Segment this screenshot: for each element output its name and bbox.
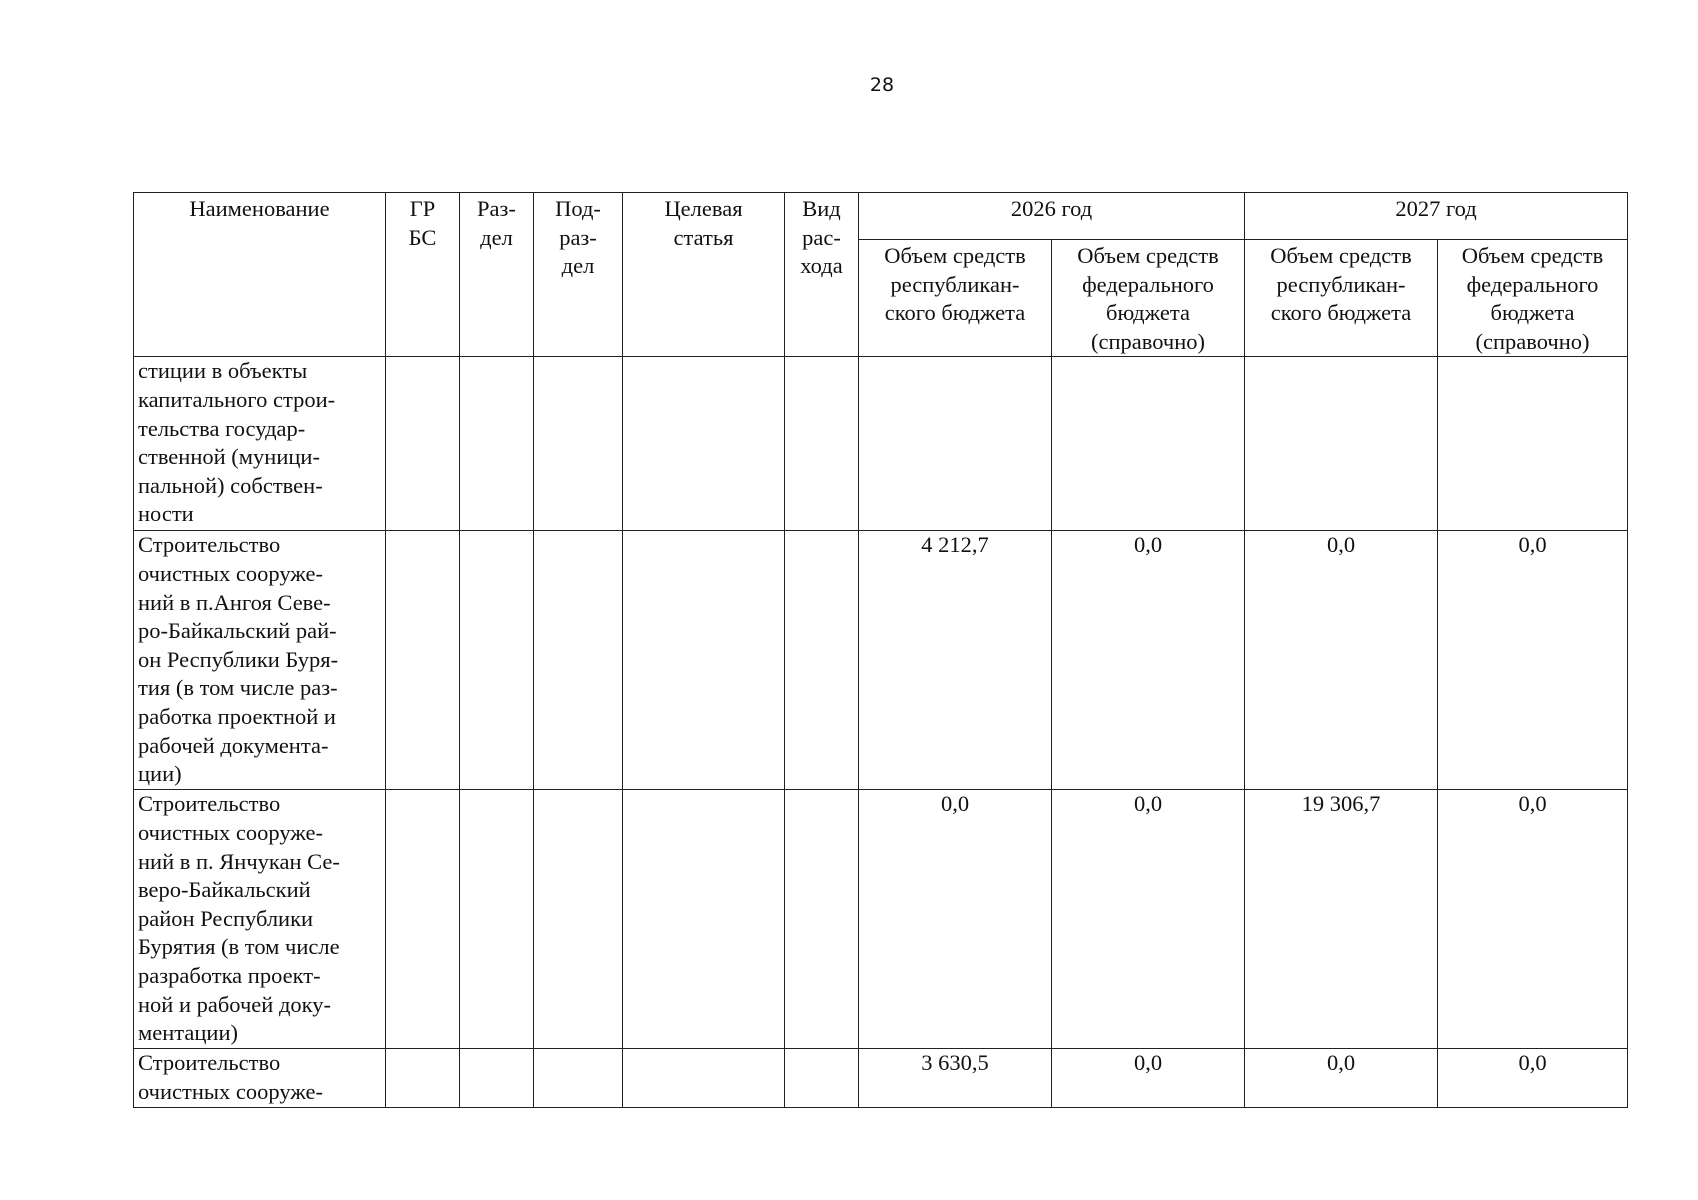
cell-celevaya xyxy=(623,790,785,1049)
row-name: Строительство очистных сооруже- xyxy=(134,1049,386,1107)
cell-rep-2027: 0,0 xyxy=(1245,1049,1438,1107)
budget-table xyxy=(133,192,1628,1108)
cell-fed-2026 xyxy=(1052,357,1245,531)
page-number: 28 xyxy=(869,74,895,96)
col-header-razdel: Раз- дел xyxy=(460,193,534,357)
col-header-year-2026: 2026 год xyxy=(859,193,1245,240)
cell-celevaya xyxy=(623,1049,785,1107)
cell-razdel xyxy=(460,357,534,531)
cell-razdel xyxy=(460,790,534,1049)
cell-rep-2026 xyxy=(859,357,1052,531)
table-row xyxy=(134,1049,1628,1107)
cell-vid xyxy=(785,1049,859,1107)
table-row xyxy=(134,531,1628,790)
cell-rep-2026: 0,0 xyxy=(859,790,1052,1049)
cell-fed-2026: 0,0 xyxy=(1052,1049,1245,1107)
cell-fed-2027 xyxy=(1438,357,1628,531)
cell-fed-2027: 0,0 xyxy=(1438,1049,1628,1107)
row-name: Строительство очистных сооруже- ний в п. Янчукан Се- веро-Байкальский район Республики Бурятия (в том числе разработка проект- ной и рабочей доку- ментации) xyxy=(134,790,386,1049)
cell-vid xyxy=(785,357,859,531)
cell-podrazdel xyxy=(534,531,623,790)
cell-rep-2026: 4 212,7 xyxy=(859,531,1052,790)
col-header-celevaya-statya: Целевая статья xyxy=(623,193,785,357)
cell-fed-2027: 0,0 xyxy=(1438,790,1628,1049)
cell-fed-2026: 0,0 xyxy=(1052,531,1245,790)
cell-grbs xyxy=(386,790,460,1049)
cell-podrazdel xyxy=(534,357,623,531)
cell-grbs xyxy=(386,531,460,790)
cell-fed-2026: 0,0 xyxy=(1052,790,1245,1049)
col-header-fed-budget-2026: Объем средств федерального бюджета (справочно) xyxy=(1052,240,1245,357)
cell-grbs xyxy=(386,1049,460,1107)
cell-celevaya xyxy=(623,357,785,531)
cell-vid xyxy=(785,790,859,1049)
table-row xyxy=(134,790,1628,1049)
col-header-vid-rashoda: Вид рас- хода xyxy=(785,193,859,357)
col-header-podrazdel: Под- раз- дел xyxy=(534,193,623,357)
col-header-name: Наименование xyxy=(134,193,386,357)
col-header-rep-budget-2027: Объем средств республикан- ского бюджета xyxy=(1245,240,1438,357)
cell-fed-2027: 0,0 xyxy=(1438,531,1628,790)
cell-razdel xyxy=(460,531,534,790)
col-header-fed-budget-2027: Объем средств федерального бюджета (справочно) xyxy=(1438,240,1628,357)
row-name: Строительство очистных сооруже- ний в п.Ангоя Севе- ро-Байкальский рай- он Республики Буря- тия (в том числе раз- работка проектной и рабочей документа- ции) xyxy=(134,531,386,790)
row-name: стиции в объекты капитального строи- тельства государ- ственной (муници- пальной) собствен- ности xyxy=(134,357,386,531)
cell-rep-2027: 0,0 xyxy=(1245,531,1438,790)
cell-celevaya xyxy=(623,531,785,790)
cell-podrazdel xyxy=(534,1049,623,1107)
cell-rep-2026: 3 630,5 xyxy=(859,1049,1052,1107)
cell-vid xyxy=(785,531,859,790)
cell-razdel xyxy=(460,1049,534,1107)
col-header-year-2027: 2027 год xyxy=(1245,193,1628,240)
table-row xyxy=(134,357,1628,531)
cell-podrazdel xyxy=(534,790,623,1049)
col-header-grbs: ГР БС xyxy=(386,193,460,357)
cell-grbs xyxy=(386,357,460,531)
col-header-rep-budget-2026: Объем средств республикан- ского бюджета xyxy=(859,240,1052,357)
cell-rep-2027: 19 306,7 xyxy=(1245,790,1438,1049)
header-row-top xyxy=(134,193,1628,240)
cell-rep-2027 xyxy=(1245,357,1438,531)
